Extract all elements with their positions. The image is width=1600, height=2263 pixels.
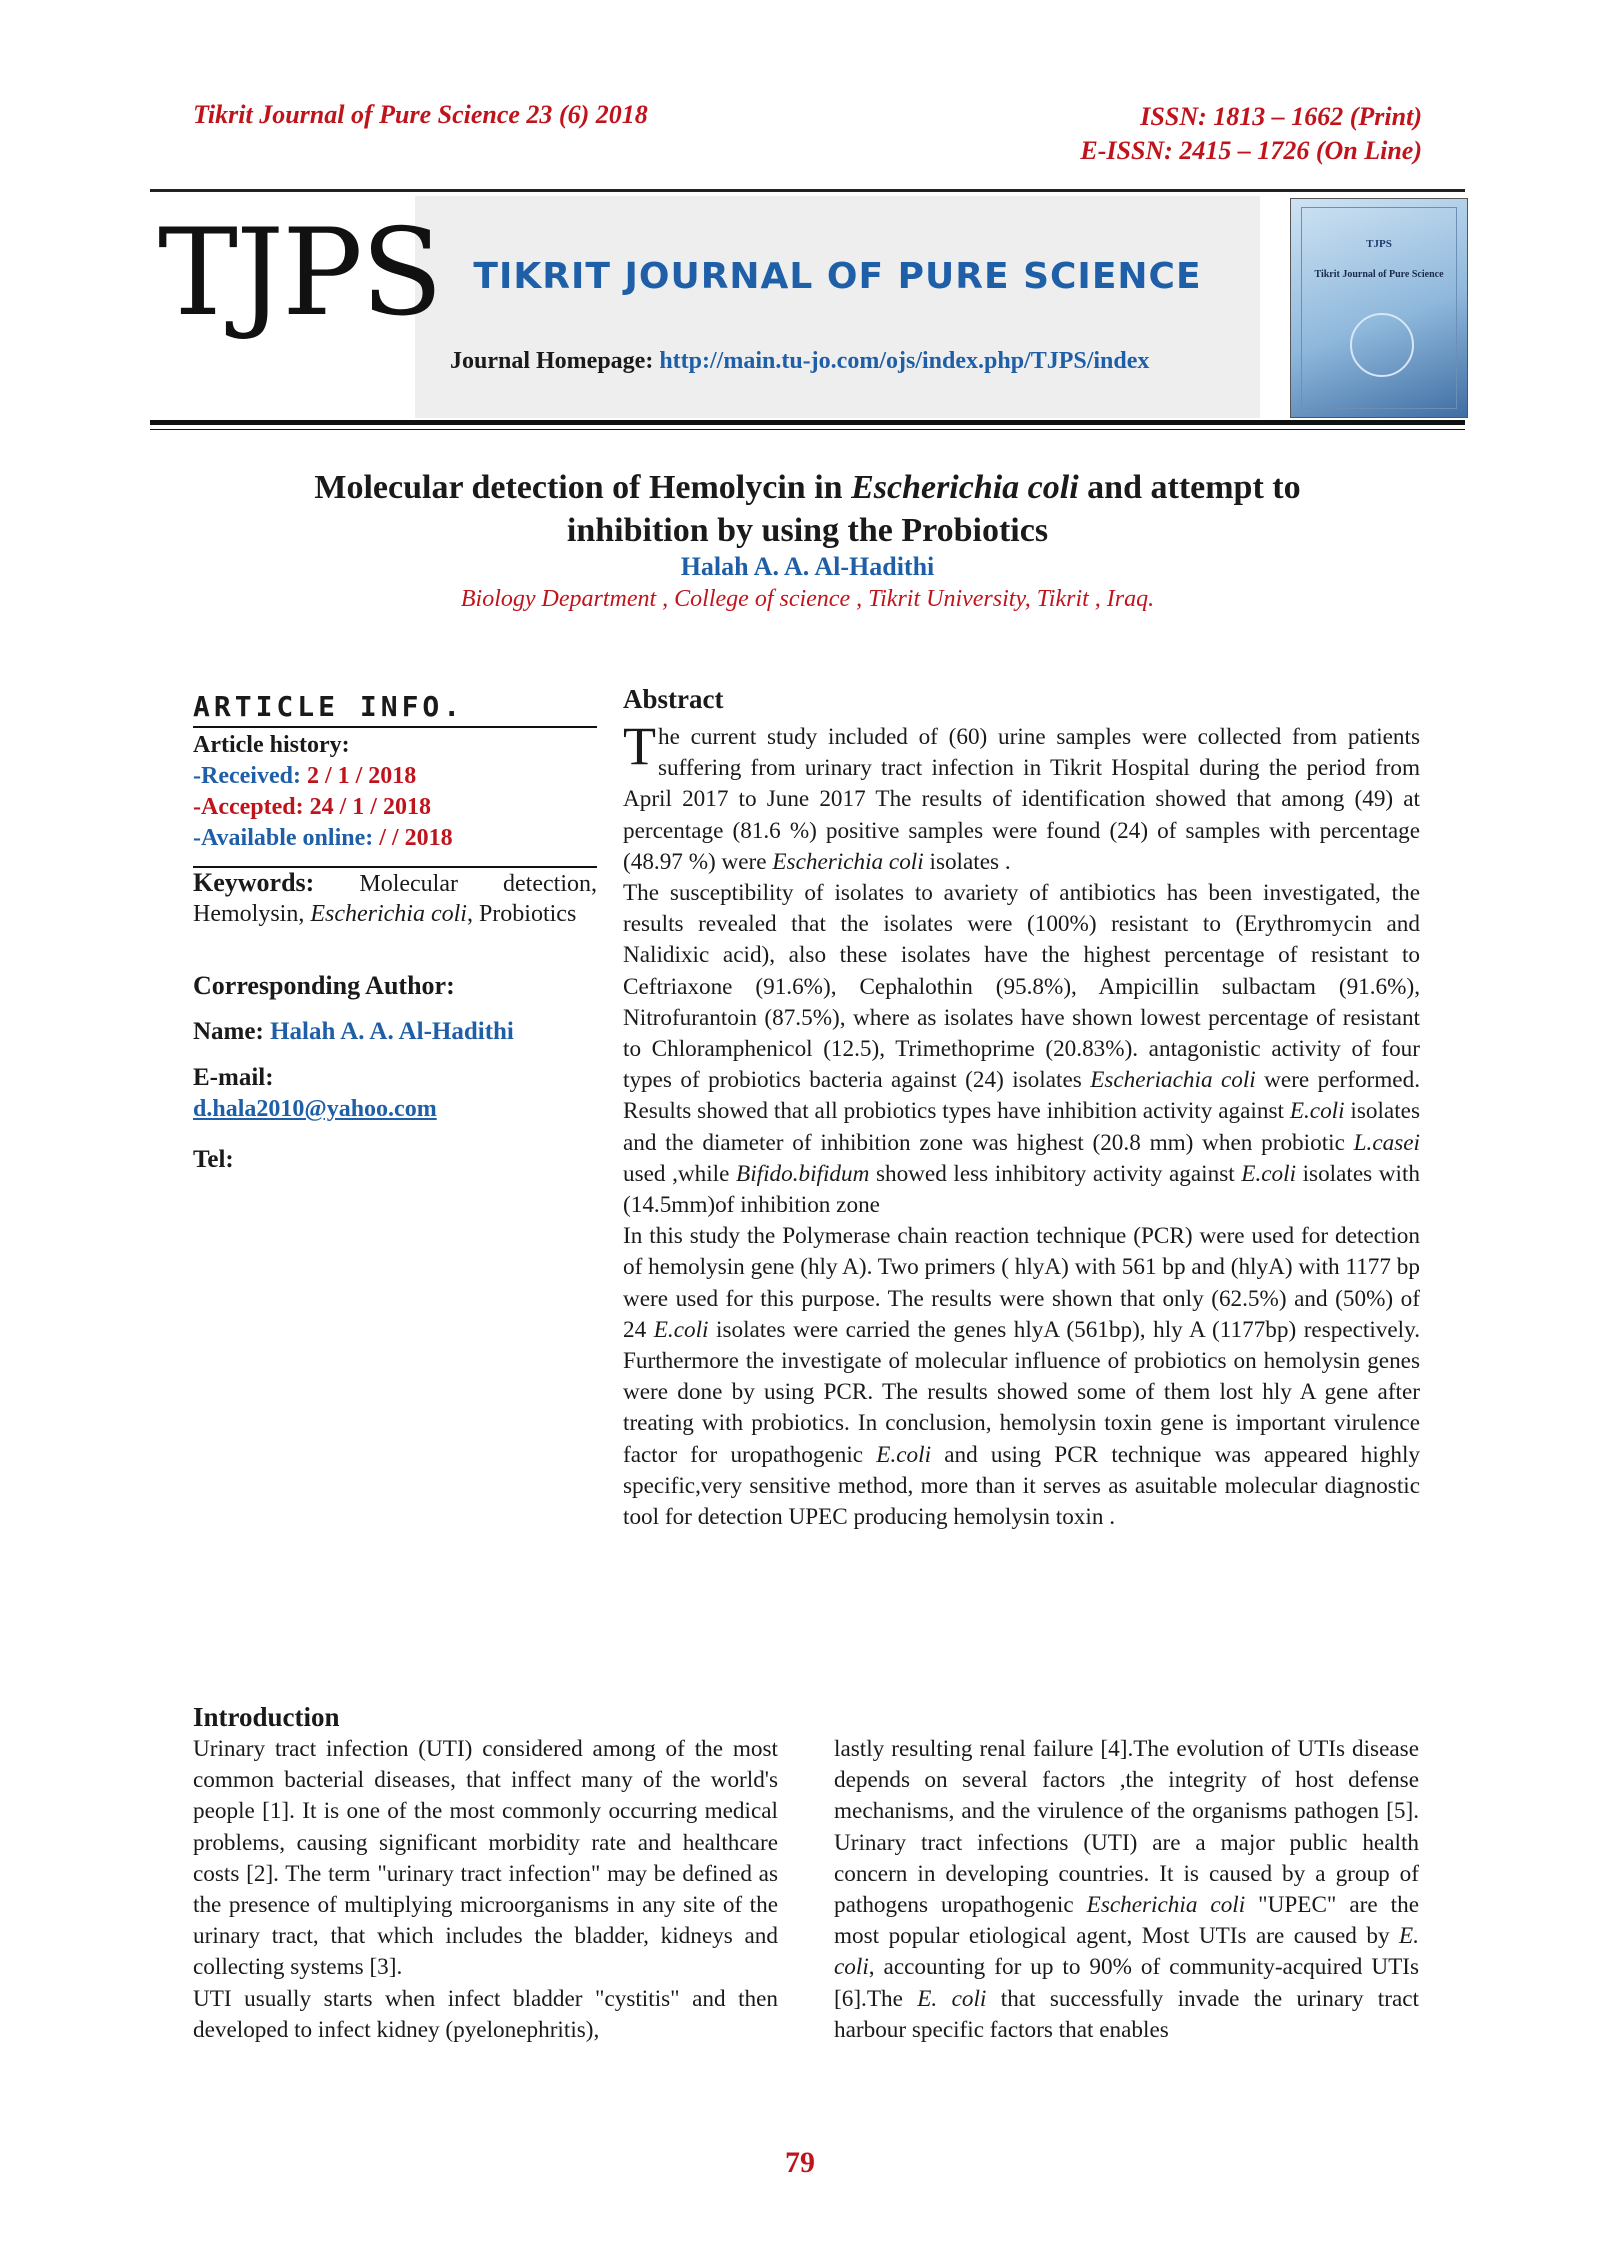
email-link[interactable]: d.hala2010@yahoo.com <box>193 1096 437 1122</box>
online-date: -Available online: / / 2018 <box>193 825 453 851</box>
journal-name: TIKRIT JOURNAL OF PURE SCIENCE <box>473 256 1202 297</box>
article-history <box>193 730 597 854</box>
intro-paragraph-1: Urinary tract infection (UTI) considered among of the most common bacterial diseases, that inffect many of the world's people [1]. It is one of the most commonly occurring medical problems, causing significant morbidity rate and healthcare costs [2]. The term "urinary tract infection" may be defined as the presence of multiplying microorganisms in any site of the urinary tract, that which includes the bladder, kidneys and collecting systems [3]. <box>193 1736 778 1981</box>
issn-print: ISSN: 1813 – 1662 (Print) <box>1140 102 1422 131</box>
introduction-left-column <box>193 1734 778 2046</box>
banner-bottom-rule <box>150 420 1465 425</box>
title-line-1: Molecular detection of Hemolycin in Escherichia coli and attempt to <box>314 469 1301 506</box>
abstract-dropcap: T <box>623 716 656 776</box>
issn-online: E-ISSN: 2415 – 1726 (On Line) <box>1080 136 1422 165</box>
article-info-rule <box>193 726 597 728</box>
received-date: -Received: 2 / 1 / 2018 <box>193 763 417 789</box>
email-row <box>193 1094 597 1125</box>
tel-label: Tel: <box>193 1146 234 1173</box>
accepted-date: -Accepted: 24 / 1 / 2018 <box>193 794 431 820</box>
introduction-right-column <box>834 1734 1419 2046</box>
cover-logo: TJPS <box>1366 238 1392 250</box>
author-affiliation: Biology Department , College of science , Tikrit University, Tikrit , Iraq. <box>460 586 1155 612</box>
tjps-logo: TJPS <box>158 204 442 343</box>
cover-emblem-icon <box>1350 313 1414 377</box>
keywords: Keywords: Molecular detection, Hemolysin, Escherichia coli, Probiotics <box>193 868 597 927</box>
journal-homepage <box>450 348 1149 375</box>
cover-frame <box>1301 207 1457 409</box>
article-author: Halah A. A. Al-Hadithi <box>680 552 935 581</box>
banner-background <box>415 196 1260 418</box>
journal-issue: Tikrit Journal of Pure Science 23 (6) 2018 <box>193 100 648 129</box>
abstract-paragraph-3: In this study the Polymerase chain reaction technique (PCR) were used for detection of hemolysin gene (hly A). Two primers ( hlyA) with 561 bp and (hlyA) with 1177 bp were used for this purpose. The results were shown that only (62.5%) and (50%) of 24 E.coli isolates were carried the genes hlyA (561bp), hly A (1177bp) respectively. Furthermore the investigate of molecular influence of probiotics on hemolysin genes were done by using PCR. The results showed some of them lost hly A gene after treating with probiotics. In conclusion, hemolysin toxin gene is important virulence factor for uropathogenic E.coli and using PCR technique was appeared highly specific,very sensitive method, more than it serves as asuitable molecular diagnostic tool for detection UPEC producing hemolysin toxin . <box>623 1223 1421 1531</box>
abstract-paragraph-1: The current study included of (60) urine samples were collected from patients suffering from urinary tract infection in Tikrit Hospital during the period from April 2017 to June 2017 The results of identification showed that among (49) at percentage (81.6 %) positive samples were found (24) of samples with percentage (48.97 %) were Escherichia coli isolates . <box>623 716 1420 875</box>
issn-block <box>1080 100 1422 168</box>
abstract-heading: Abstract <box>623 684 724 714</box>
email-label: E-mail: <box>193 1064 274 1091</box>
introduction-heading: Introduction <box>193 1702 340 1732</box>
author-name: Name: Halah A. A. Al-Hadithi <box>193 1018 514 1045</box>
article-title <box>150 466 1465 552</box>
article-info-heading: ARTICLE INFO. <box>193 690 465 723</box>
abstract-body <box>623 716 1421 1533</box>
intro-paragraph-3: lastly resulting renal failure [4].The evolution of UTIs disease depends on several factors ,the integrity of host defense mechanisms, and the virulence of the organisms pathogen [5]. Urinary tract infections (UTI) are a major public health concern in developing countries. It is caused by a group of pathogens uropathogenic Escherichia coli "UPEC" are the most popular etiological agent, Most UTIs are caused by E. coli, accounting for up to 90% of community-acquired UTIs [6].The E. coli that successfully invade the urinary tract harbour specific factors that enables <box>834 1736 1420 2043</box>
intro-paragraph-2: UTI usually starts when infect bladder "cystitis" and then developed to infect kidney (pyelonephritis), <box>193 1985 778 2043</box>
journal-cover-thumbnail <box>1290 198 1468 418</box>
homepage-label: Journal Homepage: <box>450 348 660 374</box>
page-number: 79 <box>785 2146 815 2179</box>
banner-top-rule <box>150 189 1465 192</box>
banner-bottom-thin-rule <box>150 429 1465 430</box>
title-line-2: inhibition by using the Probiotics <box>566 512 1049 549</box>
keywords-label: Keywords: <box>193 868 315 897</box>
homepage-link[interactable]: http://main.tu-jo.com/ojs/index.php/TJPS/index <box>659 348 1150 374</box>
corresponding-author-label: Corresponding Author: <box>193 971 455 1000</box>
abstract-paragraph-2: The susceptibility of isolates to avariety of antibiotics has been investigated, the results revealed that the isolates were (100%) resistant to (Erythromycin and Nalidixic acid), also these isolates have the highest percentage of resistant to Ceftriaxone (91.6%), Cephalothin (95.8%), Ampicillin sulbactam (91.6%), Nitrofurantoin (87.5%), where as isolates have shown lowest percentage of resistant to Chloramphenicol (12.5), Trimethoprime (20.83%). antagonistic activity of four types of probiotics bacteria against (24) isolates Escheriachia coli were performed. Results showed that all probiotics types have inhibition activity against E.coli isolates and the diameter of inhibition zone was highest (20.8 mm) when probiotic L.casei used ,while Bifido.bifidum showed less inhibitory activity against E.coli isolates with (14.5mm)of inhibition zone <box>623 880 1420 1219</box>
cover-title: Tikrit Journal of Pure Science <box>1314 269 1444 280</box>
history-label: Article history: <box>193 732 350 758</box>
title-species: Escherichia coli <box>851 469 1079 506</box>
